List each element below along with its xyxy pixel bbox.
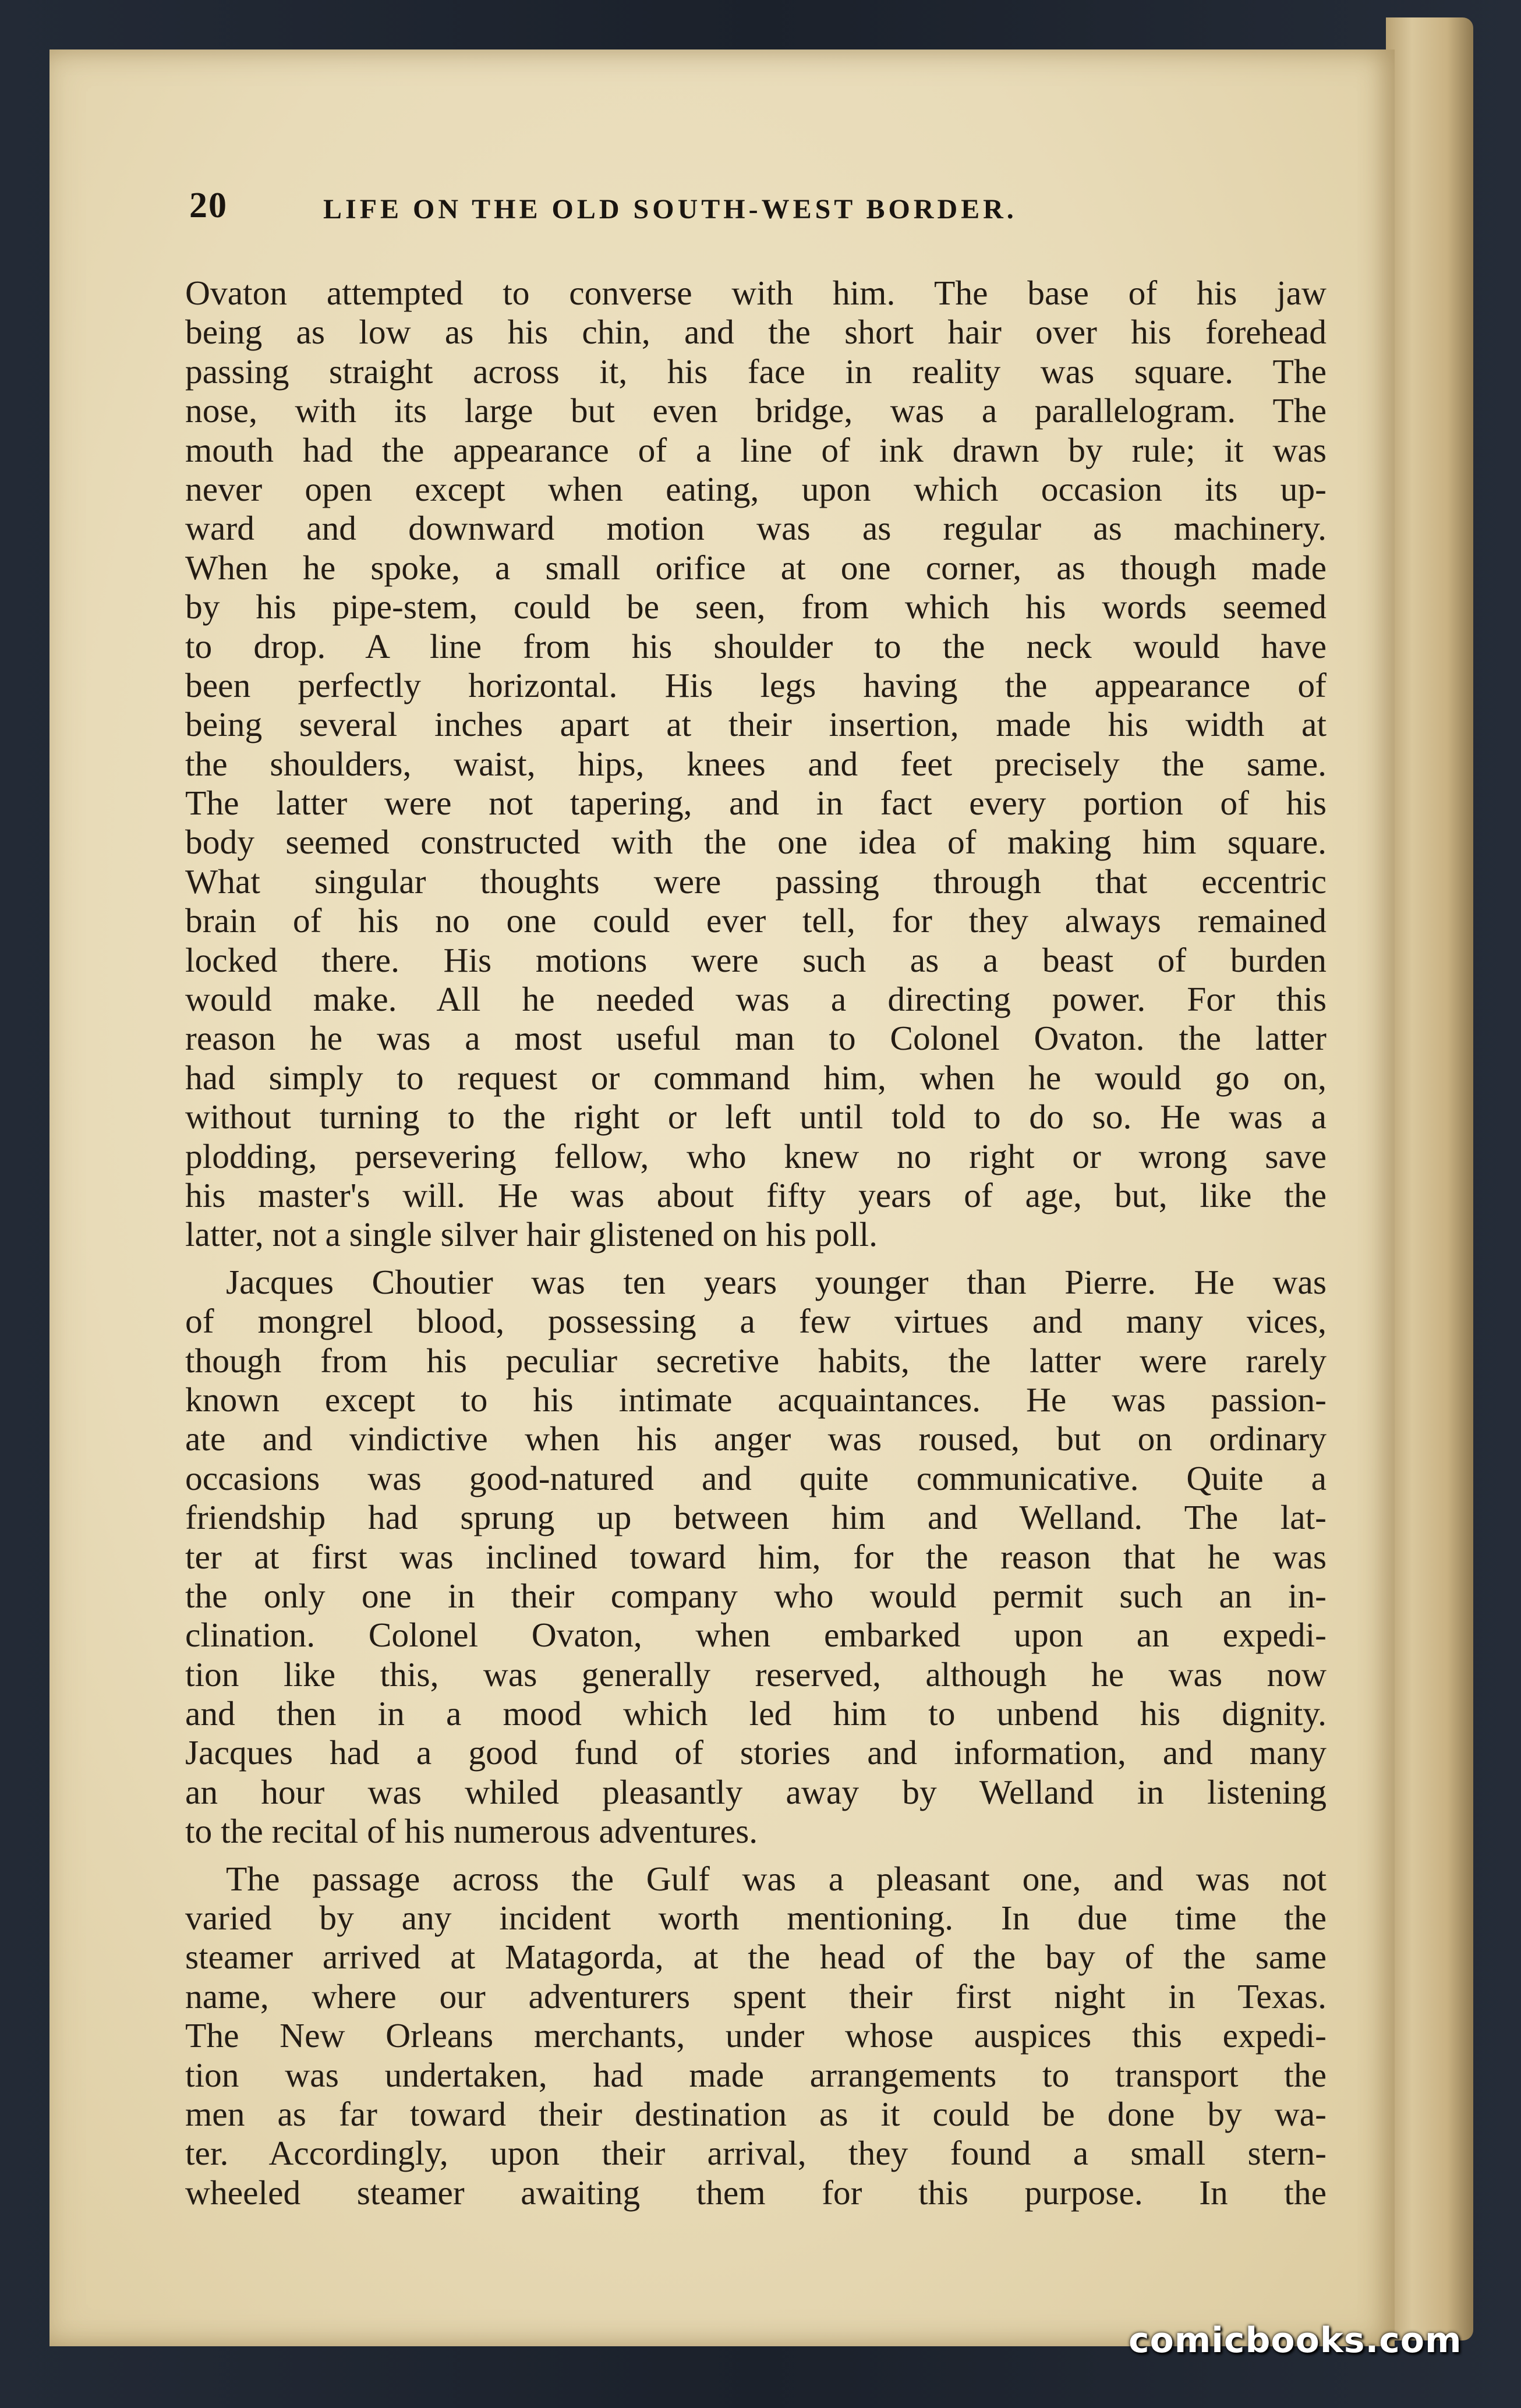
text-line: though from his peculiar secretive habits, the latter were rarely [185, 1341, 1327, 1380]
text-line: Jacques had a good fund of stories and information, and many [185, 1733, 1327, 1772]
text-line: of mongrel blood, possessing a few virtues and many vices, [185, 1302, 1327, 1341]
paragraph-gap [185, 1851, 1327, 1860]
text-line: being as low as his chin, and the short hair over his forehead [185, 313, 1327, 352]
text-line: plodding, persevering fellow, who knew no right or wrong save [185, 1136, 1327, 1175]
text-line: What singular thoughts were passing through that eccentric [185, 862, 1327, 901]
text-line: the shoulders, waist, hips, knees and feet precisely the same. [185, 744, 1327, 783]
text-line: an hour was whiled pleasantly away by Welland in listening [185, 1772, 1327, 1811]
text-line: been perfectly horizontal. His legs having the appearance of [185, 665, 1327, 704]
text-line: to the recital of his numerous adventures. [185, 1812, 758, 1851]
next-page-edge [1386, 17, 1473, 2340]
text-line: his master's will. He was about fifty years of age, but, like the [185, 1175, 1327, 1214]
text-line: clination. Colonel Ovaton, when embarked upon an expedi- [185, 1616, 1327, 1655]
page-number: 20 [189, 186, 228, 225]
text-line: tion was undertaken, had made arrangements to transport the [185, 2055, 1327, 2094]
text-line: the only one in their company who would permit such an in- [185, 1576, 1327, 1615]
page-header [189, 185, 1325, 249]
text-line: by his pipe-stem, could be seen, from which his words seemed [185, 587, 1327, 626]
watermark: comicbooks.com [1129, 2320, 1462, 2361]
text-line: wheeled steamer awaiting them for this purpose. In the [185, 2173, 1327, 2212]
text-line: ward and downward motion was as regular as machinery. [185, 509, 1327, 548]
body-text [185, 274, 1327, 2212]
text-line: Jacques Choutier was ten years younger than Pierre. He was [226, 1262, 1327, 1301]
text-line: steamer arrived at Matagorda, at the head of the bay of the same [185, 1938, 1327, 1977]
text-line: body seemed constructed with the one idea of making him square. [185, 823, 1327, 862]
text-line: ter. Accordingly, upon their arrival, they found a small stern- [185, 2134, 1327, 2173]
paragraph [185, 1860, 1327, 2213]
text-line: tion like this, was generally reserved, although he was now [185, 1655, 1327, 1694]
text-line: passing straight across it, his face in reality was square. The [185, 352, 1327, 391]
text-line: latter, not a single silver hair glistened on his poll. [185, 1215, 878, 1254]
text-line: known except to his intimate acquaintances. He was passion- [185, 1380, 1327, 1419]
text-line: varied by any incident worth mentioning. In due time the [185, 1899, 1327, 1938]
text-line: The New Orleans merchants, under whose auspices this expedi- [185, 2016, 1327, 2055]
text-line: to drop. A line from his shoulder to the neck would have [185, 626, 1327, 665]
text-line: occasions was good-natured and quite communicative. Quite a [185, 1458, 1327, 1497]
text-line: friendship had sprung up between him and Welland. The lat- [185, 1498, 1327, 1537]
text-line: ter at first was inclined toward him, for the reason that he was [185, 1537, 1327, 1576]
text-line: had simply to request or command him, when he would go on, [185, 1058, 1327, 1097]
text-line: brain of his no one could ever tell, for they always remained [185, 901, 1327, 940]
text-line: and then in a mood which led him to unbend his dignity. [185, 1694, 1327, 1733]
text-line: men as far toward their destination as it could be done by wa- [185, 2094, 1327, 2133]
running-head: LIFE ON THE OLD SOUTH-WEST BORDER. [323, 194, 1017, 225]
text-line: without turning to the right or left until told to do so. He was a [185, 1097, 1327, 1136]
text-line: name, where our adventurers spent their first night in Texas. [185, 1977, 1327, 2016]
text-line: Ovaton attempted to converse with him. The base of his jaw [185, 274, 1327, 312]
paragraph [185, 1263, 1327, 1851]
text-line: ate and vindictive when his anger was roused, but on ordinary [185, 1419, 1327, 1458]
text-line: reason he was a most useful man to Colonel Ovaton. the latter [185, 1019, 1327, 1058]
text-line: When he spoke, a small orifice at one corner, as though made [185, 548, 1327, 587]
text-line: never open except when eating, upon which occasion its up- [185, 469, 1327, 508]
paragraph [185, 274, 1327, 1255]
text-line: would make. All he needed was a directing power. For this [185, 980, 1327, 1019]
text-line: being several inches apart at their insertion, made his width at [185, 705, 1327, 744]
paragraph-gap [185, 1255, 1327, 1263]
text-line: nose, with its large but even bridge, was a parallelogram. The [185, 391, 1327, 430]
text-line: locked there. His motions were such as a beast of burden [185, 940, 1327, 979]
text-line: The passage across the Gulf was a pleasant one, and was not [226, 1859, 1327, 1898]
text-line: The latter were not tapering, and in fact every portion of his [185, 784, 1327, 823]
text-line: mouth had the appearance of a line of ink drawn by rule; it was [185, 430, 1327, 469]
